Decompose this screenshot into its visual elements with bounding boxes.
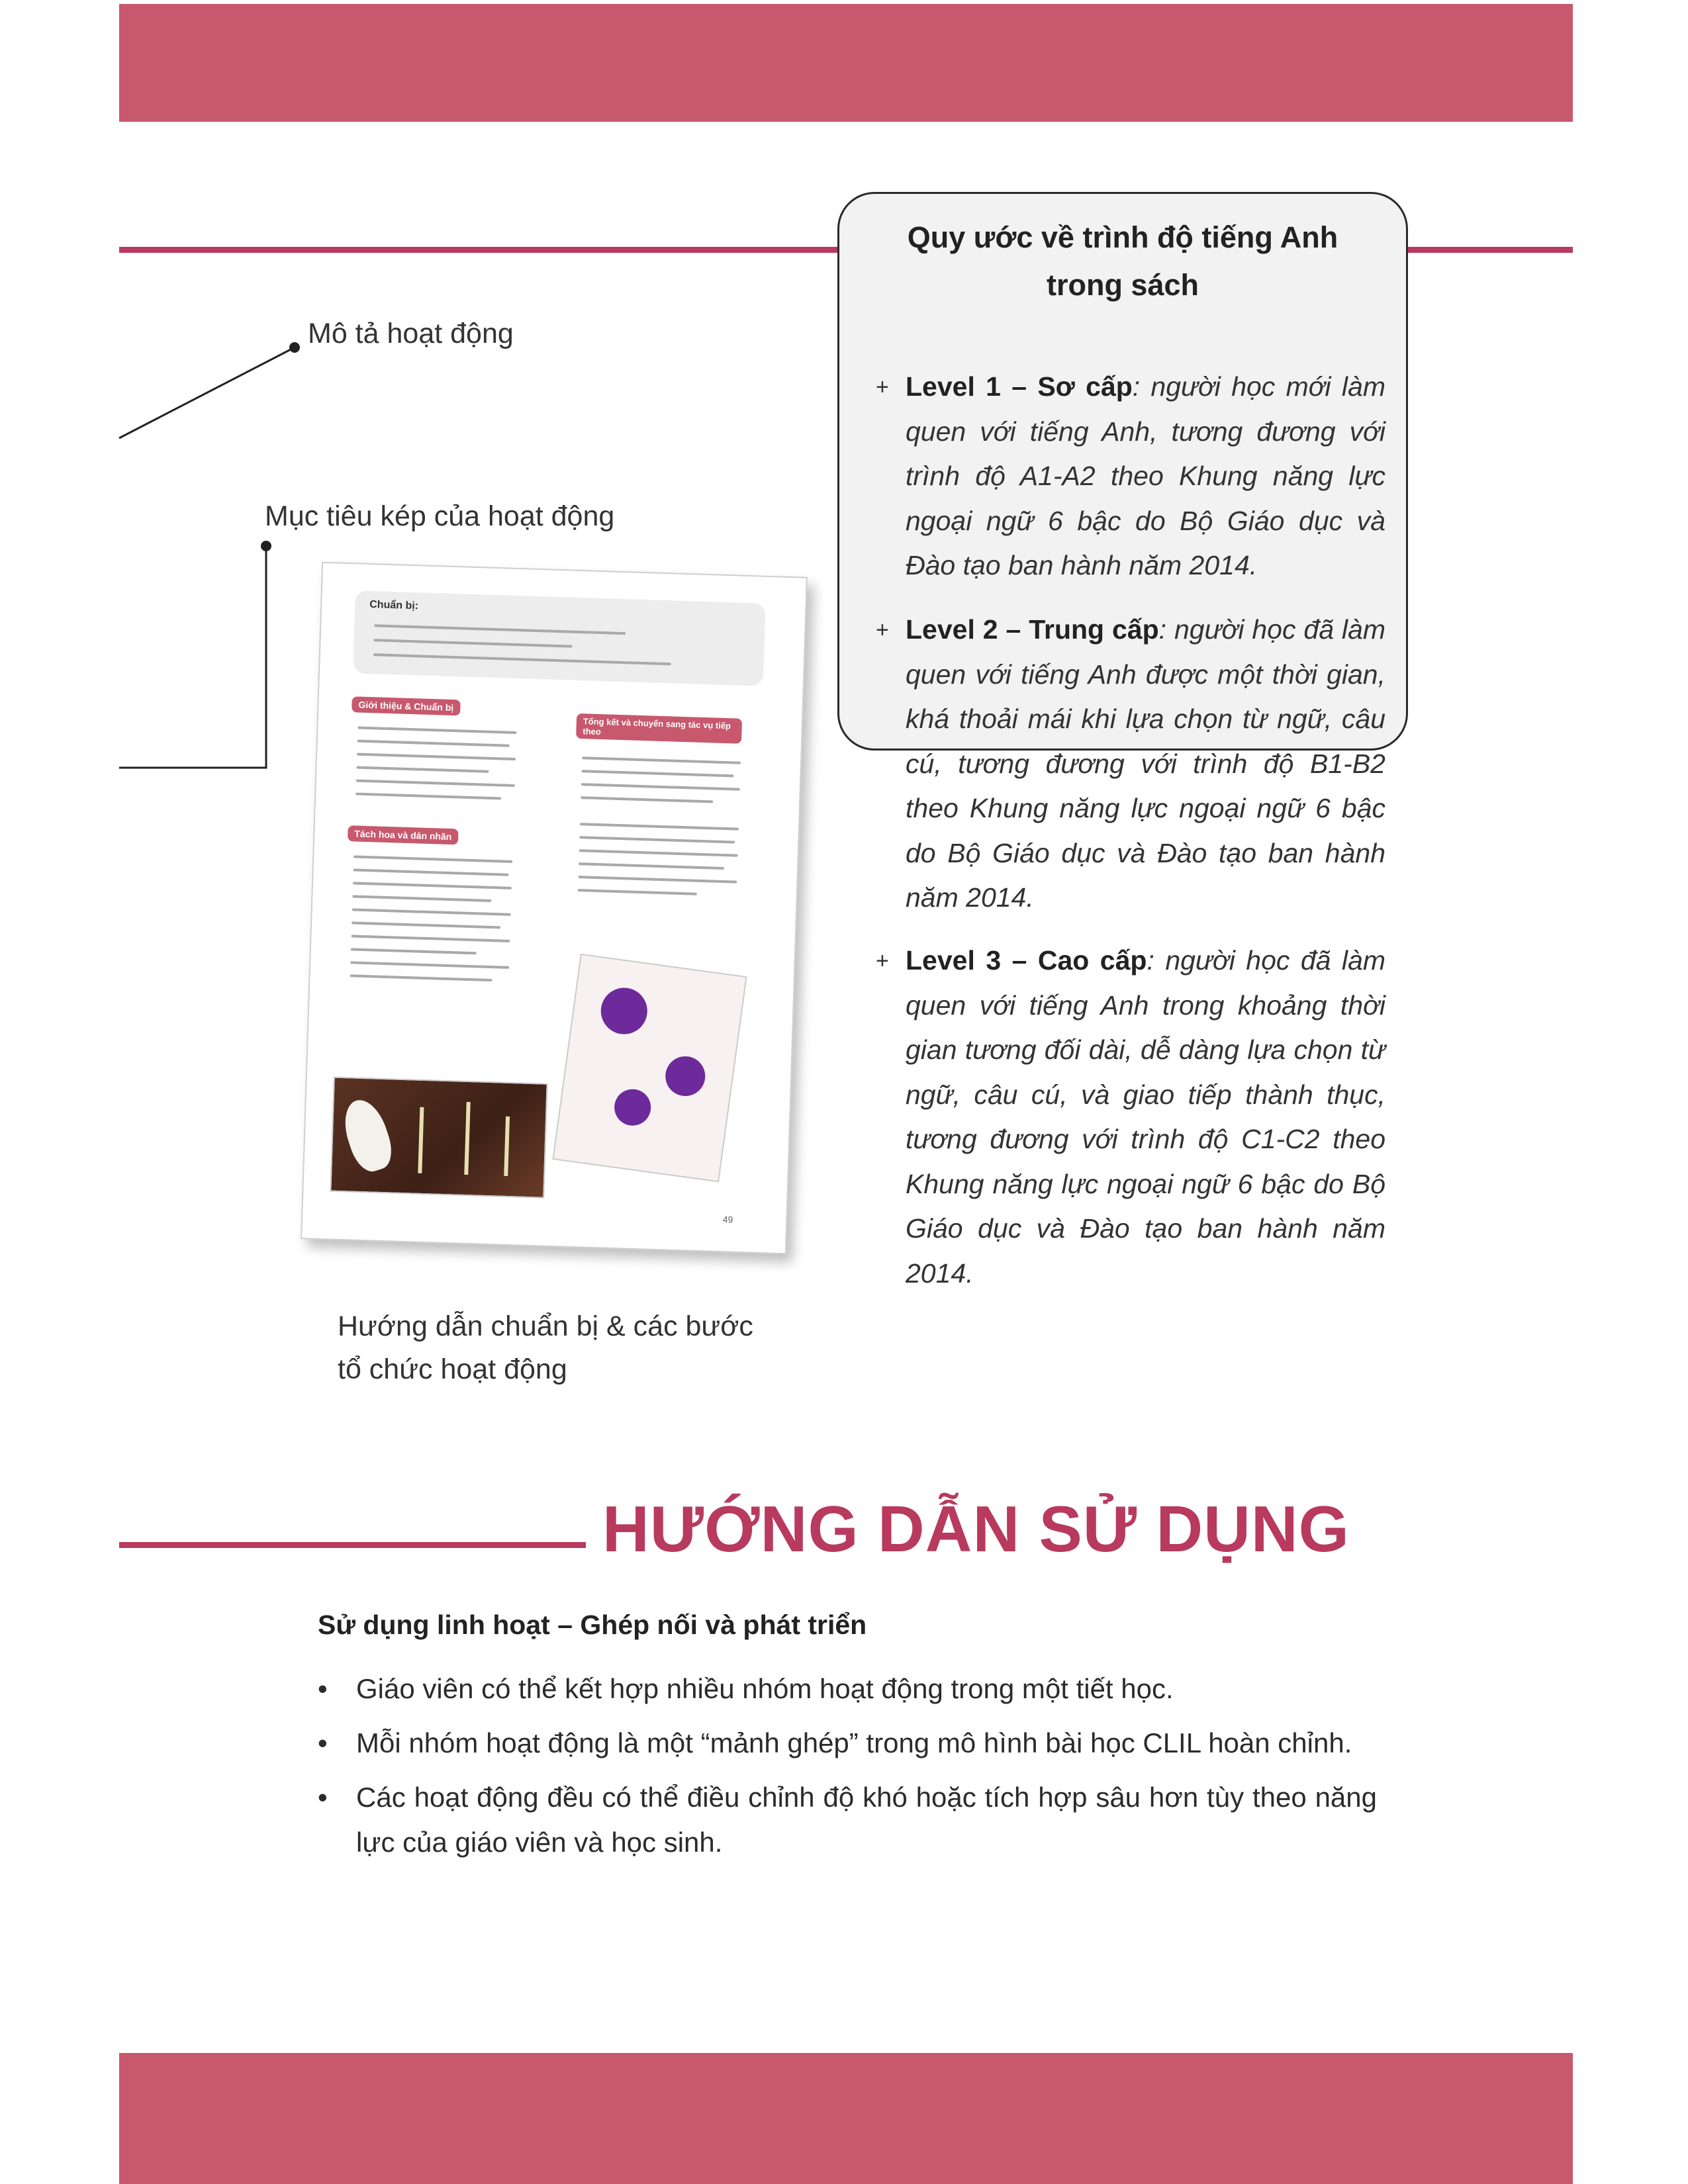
orchid-flower <box>598 985 650 1037</box>
preview-poster-photo <box>552 954 747 1183</box>
bullet-dot-icon: • <box>318 1727 328 1758</box>
level-item-3 <box>876 938 1385 1296</box>
preview-line <box>353 855 512 863</box>
section-subtitle: Sử dụng linh hoạt – Ghép nối và phát triển <box>318 1610 867 1640</box>
level-text <box>906 938 1385 1296</box>
preview-line <box>373 653 671 665</box>
level-box-title-line1: Quy ước về trình độ tiếng Anh <box>907 220 1338 254</box>
preview-line <box>579 836 735 843</box>
level-2-label: Level 2 – Trung cấp <box>906 614 1159 645</box>
level-item-1 <box>876 365 1385 588</box>
preview-line <box>581 796 713 803</box>
preview-line <box>579 862 724 870</box>
plus-icon: + <box>876 617 889 643</box>
preview-line <box>578 889 697 895</box>
level-1-description: : người học mới làm quen với tiếng Anh, tương đương với trình độ A1-A2 theo Khung năng lực ngoại ngữ 6 bậc do Bộ Giáo dục và Đào tạo ban hành năm 2014. <box>906 371 1385 580</box>
preview-line <box>352 921 500 929</box>
callout-dual-objectives: Mục tiêu kép của hoạt động <box>265 500 615 532</box>
orchid-flower <box>663 1054 708 1099</box>
preview-line <box>350 961 509 969</box>
section-title: HƯỚNG DẪN SỬ DỤNG <box>602 1492 1350 1565</box>
preview-line <box>357 740 510 747</box>
callout-guide <box>338 1305 753 1390</box>
bullet-dot-icon: • <box>318 1673 328 1704</box>
preview-line <box>582 756 741 764</box>
preview-line <box>579 849 738 857</box>
level-box-title-line2: trong sách <box>1046 268 1199 302</box>
english-level-box <box>837 192 1408 1289</box>
level-3-description: : người học đã làm quen với tiếng Anh trong khoảng thời gian tương đối dài, dễ dàng lựa chọn từ ngữ, câu cú, và giao tiếp thành thục, tương đương với trình độ C1-C2 theo Khung năng lực ngoại ngữ 6 bậc do Bộ Giáo dục và Đào tạo ban hành năm 2014. <box>906 945 1385 1289</box>
preview-line <box>356 766 489 773</box>
preview-line <box>355 793 501 800</box>
guide-bullet <box>318 1775 1377 1865</box>
callout-guide-line1: Hướng dẫn chuẩn bị & các bước <box>338 1310 753 1342</box>
level-1-label: Level 1 – Sơ cấp <box>906 371 1133 402</box>
stem-piece <box>418 1107 424 1173</box>
preview-line <box>356 780 515 788</box>
preview-line <box>374 624 626 635</box>
preview-page-number: 49 <box>722 1214 733 1225</box>
white-petal <box>337 1095 397 1176</box>
preview-line <box>350 974 492 981</box>
level-text <box>906 608 1385 921</box>
preview-line <box>353 868 509 876</box>
preview-line <box>357 753 516 761</box>
plus-icon: + <box>876 375 889 400</box>
preview-line <box>352 908 511 916</box>
preview-prep-box <box>353 590 766 686</box>
guide-bullet <box>318 1666 1377 1711</box>
level-box-title <box>839 214 1406 309</box>
orchid-flower <box>612 1087 653 1128</box>
callout-activity-description: Mô tả hoạt động <box>308 318 514 349</box>
preview-line <box>374 639 573 647</box>
preview-tag-dissect: Tách hoa và dán nhãn <box>348 825 459 844</box>
guide-bullet-list <box>318 1666 1377 1874</box>
preview-line <box>578 876 737 884</box>
level-2-description: : người học đã làm quen với tiếng Anh được một thời gian, khá thoải mái khi lựa chọn từ ngữ, câu cú, tương đương với trình độ B1-B2 theo Khung năng lực ngoại ngữ 6 bậc do Bộ Giáo dục và Đào tạo ban hành năm 2014. <box>906 614 1385 913</box>
callout-guide-line2: tổ chức hoạt động <box>338 1353 567 1385</box>
preview-line <box>351 934 510 942</box>
sample-page-preview <box>301 562 808 1255</box>
level-text <box>906 365 1385 588</box>
plus-icon: + <box>876 948 889 974</box>
level-item-2 <box>876 608 1385 921</box>
preview-line <box>581 770 733 777</box>
preview-line <box>352 895 491 902</box>
preview-line <box>357 727 516 735</box>
bullet-dot-icon: • <box>318 1782 328 1813</box>
footer-band <box>119 2053 1573 2184</box>
preview-prep-title: Chuẩn bị: <box>369 599 419 612</box>
stem-piece <box>504 1116 510 1176</box>
guide-bullet-text: Mỗi nhóm hoạt động là một “mảnh ghép” trong mô hình bài học CLIL hoàn chỉnh. <box>356 1727 1352 1758</box>
preview-line <box>580 823 739 831</box>
preview-tag-intro: Giới thiệu & Chuẩn bị <box>352 696 460 715</box>
preview-line <box>353 882 512 889</box>
preview-line <box>581 783 740 791</box>
guide-bullet-text: Giáo viên có thể kết hợp nhiều nhóm hoạt động trong một tiết học. <box>356 1673 1174 1704</box>
preview-dissection-photo <box>330 1077 547 1199</box>
guide-bullet <box>318 1721 1377 1766</box>
stem-piece <box>464 1102 470 1175</box>
preview-tag-summary: Tổng kết và chuyển sang tác vụ tiếp theo <box>576 713 742 744</box>
section-title-rule <box>119 1542 586 1548</box>
guide-bullet-text: Các hoạt động đều có thể điều chỉnh độ khó hoặc tích hợp sâu hơn tùy theo năng lực của giáo viên và học sinh. <box>356 1782 1377 1858</box>
preview-line <box>351 948 477 954</box>
level-3-label: Level 3 – Cao cấp <box>906 945 1147 976</box>
